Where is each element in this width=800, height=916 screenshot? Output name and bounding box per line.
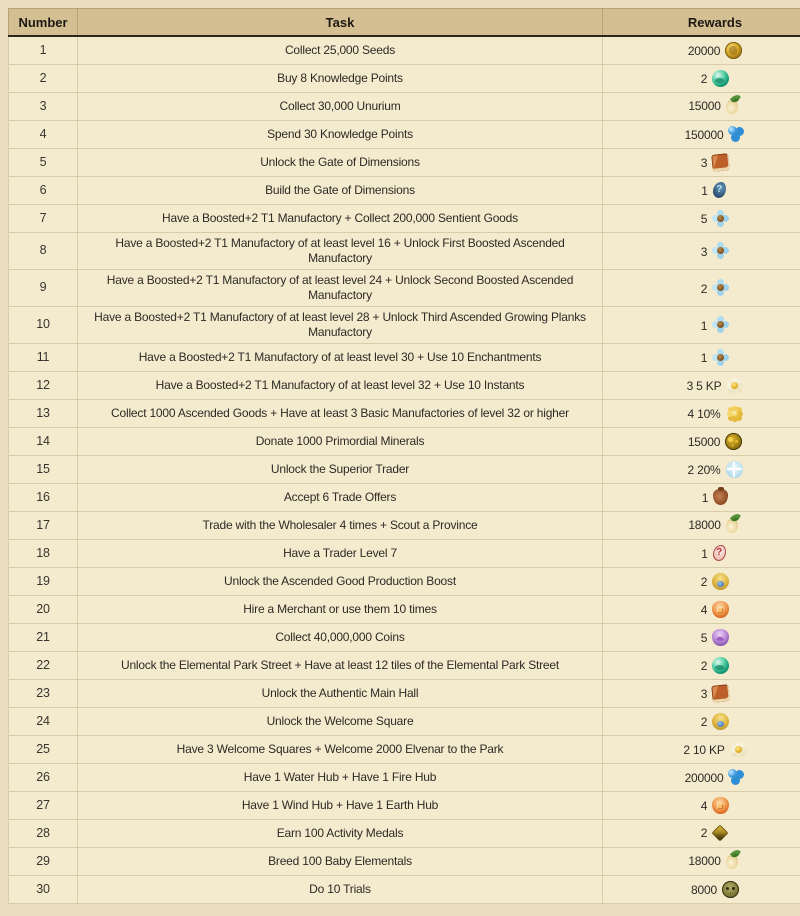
- task-number-cell: 3: [9, 93, 78, 121]
- table-row: [9, 205, 800, 233]
- reward-amount: 3 5 KP: [686, 379, 722, 394]
- reward-amount: 2 20%: [687, 463, 721, 478]
- reward-amount: 8000: [691, 883, 717, 898]
- task-number-cell: 26: [9, 764, 78, 792]
- task-cell: Hire a Merchant or use them 10 times: [78, 596, 603, 624]
- reward-cell: [603, 596, 800, 624]
- reward-cell: [603, 484, 800, 512]
- reward-cell: [603, 233, 800, 270]
- orcs-icon: [722, 881, 739, 898]
- reward-amount: 3: [700, 156, 708, 171]
- reward-cell: [603, 512, 800, 540]
- catalyst-icon: [712, 279, 729, 296]
- reward-amount: 1: [701, 183, 708, 198]
- table-row: [9, 708, 800, 736]
- task-cell: Collect 40,000,000 Coins: [78, 624, 603, 652]
- task-cell: Collect 1000 Ascended Goods + Have at least 3 Basic Manufactories of level 32 or higher: [78, 400, 603, 428]
- table-row: [9, 307, 800, 344]
- task-number-cell: 7: [9, 205, 78, 233]
- red-book-icon: [711, 153, 730, 172]
- reward-amount: 1: [700, 318, 708, 333]
- task-cell: Have 1 Water Hub + Have 1 Fire Hub: [78, 764, 603, 792]
- reward-cell: [603, 205, 800, 233]
- table-row: [9, 484, 800, 512]
- task-cell: Unlock the Welcome Square: [78, 708, 603, 736]
- reward-amount: 2: [700, 715, 708, 730]
- reward-cell: [603, 428, 800, 456]
- reward-amount: 1: [701, 546, 708, 561]
- task-cell: Do 10 Trials: [78, 876, 603, 904]
- reward-amount: 150000: [684, 128, 724, 143]
- reward-amount: 1: [700, 351, 708, 366]
- task-cell: Breed 100 Baby Elementals: [78, 848, 603, 876]
- task-cell: Have 1 Wind Hub + Have 1 Earth Hub: [78, 792, 603, 820]
- reward-cell: [603, 708, 800, 736]
- task-number-cell: 21: [9, 624, 78, 652]
- sprout-icon: [725, 854, 739, 870]
- header-rewards: Rewards: [603, 9, 800, 37]
- task-number-cell: 28: [9, 820, 78, 848]
- header-number: Number: [9, 9, 78, 37]
- reward-cell: [603, 624, 800, 652]
- sack-icon: [713, 489, 728, 505]
- task-cell: Unlock the Elemental Park Street + Have at least 12 tiles of the Elemental Park Street: [78, 652, 603, 680]
- table-row: [9, 596, 800, 624]
- task-number-cell: 13: [9, 400, 78, 428]
- table-row: [9, 540, 800, 568]
- reward-cell: [603, 400, 800, 428]
- task-cell: Spend 30 Knowledge Points: [78, 121, 603, 149]
- task-number-cell: 12: [9, 372, 78, 400]
- reward-amount: 4: [700, 799, 708, 814]
- reward-cell: [603, 540, 800, 568]
- table-row: [9, 372, 800, 400]
- task-cell: Collect 25,000 Seeds: [78, 36, 603, 65]
- nugget-icon: [725, 433, 742, 450]
- reward-cell: [603, 177, 800, 205]
- task-cell: Have a Boosted+2 T1 Manufactory of at least level 28 + Unlock Third Ascended Growing Planks Manufactory: [78, 307, 603, 344]
- table-row: [9, 233, 800, 270]
- reward-cell: [603, 680, 800, 708]
- table-row: [9, 65, 800, 93]
- mana-icon: [728, 769, 745, 786]
- task-number-cell: 6: [9, 177, 78, 205]
- task-cell: Accept 6 Trade Offers: [78, 484, 603, 512]
- reward-amount: 5: [700, 631, 708, 646]
- reward-cell: [603, 270, 800, 307]
- red-book-icon: [711, 684, 730, 703]
- tasks-table: [8, 8, 800, 904]
- table-row: [9, 400, 800, 428]
- task-number-cell: 18: [9, 540, 78, 568]
- task-cell: Have 3 Welcome Squares + Welcome 2000 Elvenar to the Park: [78, 736, 603, 764]
- task-cell: Earn 100 Activity Medals: [78, 820, 603, 848]
- medal-icon: [712, 824, 729, 841]
- task-cell: Have a Boosted+2 T1 Manufactory of at least level 32 + Use 10 Instants: [78, 372, 603, 400]
- table-row: [9, 652, 800, 680]
- table-row: [9, 428, 800, 456]
- reward-cell: [603, 36, 800, 65]
- table-row: [9, 764, 800, 792]
- sun-flower-icon: [726, 405, 743, 422]
- table-row: [9, 876, 800, 904]
- genie-icon: [712, 573, 729, 590]
- sprout-icon: [725, 518, 739, 534]
- task-cell: Unlock the Authentic Main Hall: [78, 680, 603, 708]
- task-number-cell: 11: [9, 344, 78, 372]
- task-number-cell: 22: [9, 652, 78, 680]
- reward-amount: 4: [700, 603, 708, 618]
- task-cell: Build the Gate of Dimensions: [78, 177, 603, 205]
- reward-amount: 2: [700, 575, 708, 590]
- reward-cell: [603, 876, 800, 904]
- orange-orb-icon: [712, 797, 729, 814]
- task-number-cell: 16: [9, 484, 78, 512]
- task-cell: Unlock the Gate of Dimensions: [78, 149, 603, 177]
- catalyst-icon: [712, 210, 729, 227]
- catalyst-icon: [712, 242, 729, 259]
- table-row: [9, 177, 800, 205]
- reward-cell: [603, 307, 800, 344]
- kp-flower-icon: [730, 741, 747, 758]
- reward-amount: 1: [701, 490, 709, 505]
- table-row: [9, 568, 800, 596]
- task-number-cell: 17: [9, 512, 78, 540]
- gold-coin-icon: [725, 42, 742, 59]
- reward-amount: 15000: [687, 435, 721, 450]
- reward-amount: 4 10%: [687, 407, 721, 422]
- task-cell: Unlock the Superior Trader: [78, 456, 603, 484]
- task-cell: Buy 8 Knowledge Points: [78, 65, 603, 93]
- table-row: [9, 93, 800, 121]
- teal-orb-icon: [712, 657, 729, 674]
- task-number-cell: 8: [9, 233, 78, 270]
- reward-cell: [603, 93, 800, 121]
- task-number-cell: 4: [9, 121, 78, 149]
- table-row: [9, 344, 800, 372]
- task-number-cell: 14: [9, 428, 78, 456]
- reward-cell: [603, 456, 800, 484]
- task-number-cell: 25: [9, 736, 78, 764]
- reward-amount: 18000: [688, 518, 721, 533]
- task-cell: Have a Trader Level 7: [78, 540, 603, 568]
- reward-amount: 20000: [687, 44, 721, 59]
- catalyst-icon: [712, 349, 729, 366]
- task-cell: Have a Boosted+2 T1 Manufactory of at least level 16 + Unlock First Boosted Ascended Manufactory: [78, 233, 603, 270]
- reward-cell: [603, 792, 800, 820]
- reward-cell: [603, 736, 800, 764]
- task-number-cell: 20: [9, 596, 78, 624]
- table-row: [9, 848, 800, 876]
- purple-orb-icon: [712, 629, 729, 646]
- task-number-cell: 9: [9, 270, 78, 307]
- table-row: [9, 512, 800, 540]
- sprout-icon: [725, 99, 739, 115]
- genie-icon: [712, 713, 729, 730]
- reward-amount: 2: [700, 826, 708, 841]
- header-task: Task: [78, 9, 603, 37]
- task-cell: Collect 30,000 Unurium: [78, 93, 603, 121]
- reward-cell: [603, 121, 800, 149]
- task-cell: Have a Boosted+2 T1 Manufactory of at least level 24 + Unlock Second Boosted Ascended Manufactory: [78, 270, 603, 307]
- reward-cell: [603, 568, 800, 596]
- table-row: [9, 820, 800, 848]
- mana-icon: [728, 126, 745, 143]
- reward-cell: [603, 652, 800, 680]
- task-number-cell: 30: [9, 876, 78, 904]
- reward-amount: 2: [700, 659, 708, 674]
- table-row: [9, 624, 800, 652]
- reward-amount: 15000: [688, 99, 721, 114]
- teal-orb-icon: [712, 70, 729, 87]
- task-cell: Trade with the Wholesaler 4 times + Scout a Province: [78, 512, 603, 540]
- reward-cell: [603, 65, 800, 93]
- task-number-cell: 23: [9, 680, 78, 708]
- task-cell: Donate 1000 Primordial Minerals: [78, 428, 603, 456]
- reward-amount: 2: [700, 281, 708, 296]
- reward-amount: 2: [700, 72, 708, 87]
- reward-cell: [603, 344, 800, 372]
- reward-cell: [603, 764, 800, 792]
- task-number-cell: 27: [9, 792, 78, 820]
- blueprint-icon: [713, 182, 726, 198]
- task-number-cell: 1: [9, 36, 78, 65]
- reward-cell: [603, 848, 800, 876]
- reward-amount: 18000: [688, 854, 721, 869]
- header-row: [9, 9, 800, 37]
- task-cell: Unlock the Ascended Good Production Boost: [78, 568, 603, 596]
- reward-amount: 3: [700, 687, 708, 702]
- reward-amount: 5: [700, 212, 708, 227]
- task-number-cell: 29: [9, 848, 78, 876]
- task-number-cell: 19: [9, 568, 78, 596]
- task-number-cell: 10: [9, 307, 78, 344]
- table-row: [9, 149, 800, 177]
- task-number-cell: 24: [9, 708, 78, 736]
- rows: [9, 36, 800, 904]
- table-row: [9, 680, 800, 708]
- reward-amount: 2 10 KP: [683, 743, 725, 758]
- reward-cell: [603, 149, 800, 177]
- task-number-cell: 5: [9, 149, 78, 177]
- catalyst-icon: [712, 316, 729, 333]
- reward-amount: 200000: [684, 771, 724, 786]
- table-row: [9, 270, 800, 307]
- task-cell: Have a Boosted+2 T1 Manufactory + Collect 200,000 Sentient Goods: [78, 205, 603, 233]
- reward-cell: [603, 372, 800, 400]
- reward-cell: [603, 820, 800, 848]
- task-number-cell: 2: [9, 65, 78, 93]
- orange-orb-icon: [712, 601, 729, 618]
- task-number-cell: 15: [9, 456, 78, 484]
- red-shard-icon: [713, 545, 726, 561]
- table-row: [9, 792, 800, 820]
- table-row: [9, 736, 800, 764]
- table-row: [9, 36, 800, 65]
- snowflake-icon: [726, 461, 743, 478]
- table-row: [9, 121, 800, 149]
- kp-flower-icon: [726, 377, 743, 394]
- reward-amount: 3: [700, 244, 708, 259]
- task-cell: Have a Boosted+2 T1 Manufactory of at least level 30 + Use 10 Enchantments: [78, 344, 603, 372]
- table-row: [9, 456, 800, 484]
